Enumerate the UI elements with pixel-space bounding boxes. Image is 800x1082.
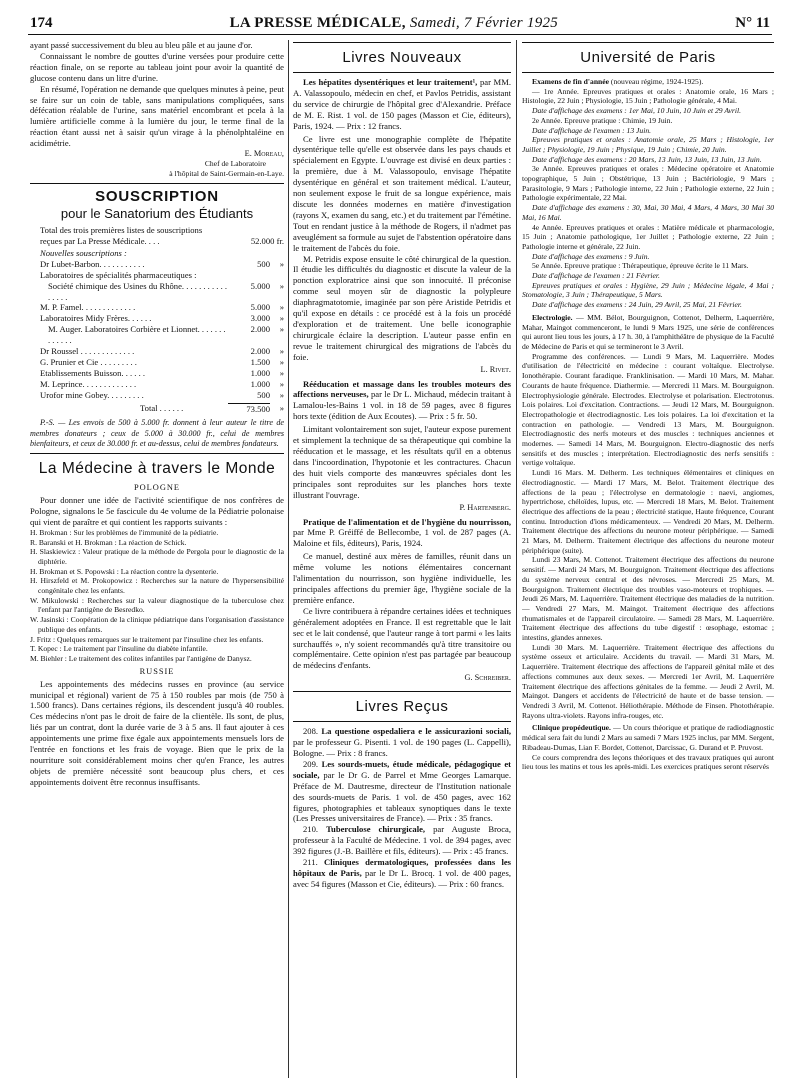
subscriptions-list (30, 259, 284, 401)
subscription-row (30, 368, 284, 379)
exam-item: Date d'affichage des examens : 9 Juin. (532, 251, 650, 261)
book-review-header (293, 379, 511, 423)
subscription-amount (228, 270, 270, 281)
review-text: Ce manuel, destiné aux mères de familles, réunit dans un même volume les notions élémentaires concernant l'alimentation du nourrisson, son hygiène individuelle, les principales affections du premier âge, l'hygiène sociale de la première enfance. (293, 551, 511, 605)
column-divider (516, 40, 517, 1078)
book-meta: par le Dr L. Michaud, médecin traitant à Lamalou-les-Bains 1 vol. in 18 de 59 pages, avec 8 figures hors texte (édition de Aux Ecoutes). — Prix : 5 fr. 50. (293, 389, 511, 422)
new-subscriptions-label: Nouvelles souscriptions : (40, 247, 127, 258)
exam-item: Date d'affichage des examens : 20 Mars, 13 Juin, 13 Juin, 13 Juin, 13 Juin. (532, 154, 762, 164)
column-divider (288, 40, 289, 1078)
report-item: W. Jasinski : Coopération de la clinique pédiatrique dans l'organisation d'assistance publique des enfants. (30, 615, 284, 634)
postscript: P.-S. — Les envois de 500 à 5.000 fr. donnent à leur auteur le titre de membres donateurs ; ceux de 5.000 à 30.000 fr., celui de membres bienfaiteurs, et ceux de 30.000 fr. et au-dessus, celui de membres fondateurs. (30, 418, 284, 448)
reviewer-signature: G. Schreiber. (464, 673, 511, 683)
total-previous-value: 52.000 fr. (250, 235, 284, 246)
author-affiliation: à l'hôpital de Saint-Germain-en-Laye. (169, 169, 284, 179)
exam-item: Date d'affichage de l'examen : 13 Juin. (532, 125, 652, 135)
report-item: J. Fritz : Quelques remarques sur le traitement par l'insuline chez les enfants. (30, 634, 264, 644)
subscriber-name: Etablissements Buisson. . . . . . (40, 367, 146, 378)
subscription-row (30, 324, 284, 346)
total-label: Total . . . . . . (140, 402, 184, 413)
monde-title: La Médecine à travers le Monde (38, 460, 276, 478)
column-middle (293, 40, 511, 1078)
book-number: 211. (303, 857, 318, 868)
header-rule (28, 34, 772, 35)
report-item: T. Kopec : Le traitement par l'insuline du diabète infantile. (30, 644, 208, 654)
exam-item: Date d'affichage des examens : 24 Juin, 29 Avril, 25 Mai, 21 Février. (532, 300, 742, 310)
book-review-header (293, 517, 511, 550)
subscription-row (30, 357, 284, 368)
book-number: 209. (303, 758, 319, 769)
exam-item: Date d'affichage des examens : 1er Mai, 10 Juin, 10 Juin et 29 Avril. (532, 106, 742, 116)
pologne-reports-list (30, 528, 284, 664)
electrologie-program: Lundi 16 Mars. M. Delherm. Les techniques élémentaires et cliniques en électrodiagnostic. — Mardi 17 Mars, M. Belot. Traitement électrique des affections de la peau ; l'électrolyse en dermatologie : naevi, angiomes, hypertrichose, chéloïdes, lupus, etc. — Mercredi 18 Mars, M. Belot. Traitement électrique des affections de la peau ; électricité statique, Haute fréquence, Courant continu. Introduction d'ions médicamenteux. — Vendredi 20 Mars, M. Delherm. Traitement électrique des affections du neurone moteur périphérique. — Samedi 21 Mars, M. Delherm. Traitement électrique des affections du neurone moteur périphérique (suite). (522, 468, 774, 555)
section-rule (293, 72, 511, 73)
subscription-amount: 5.000 (250, 280, 270, 291)
report-item: H. Brokman : Sur les problèmes de l'immunité de la pédiatrie. (30, 527, 219, 537)
exam-item: Date d'affichage des examens : 30, Mai, 30 Mai, 4 Mars, 4 Mars, 30 Mai 30 Mai, 16 Mai. (522, 203, 774, 222)
book-title: Tuberculose chirurgicale, (326, 824, 426, 835)
book-meta: par le Dr G. de Parrel et Mme Georges Lamarque. Préface de M. Dautresme, directeur de l'Institution nationale des sourds-muets de Paris. 1 vol. de 450 pages, avec 162 figures, photographies et tableaux synoptiques dans le texte (Les Presses universitaires de France). — Prix : 35 francs. (293, 769, 511, 824)
article-text: Les appointements des médecins russes en province (au service municipal et régional) varient de 75 à 150 roubles par mois (de 750 à 1.500 francs). Dans certaines régions, ils descendent jusqu'à 40 roubles. Ces médecins n'ont pas le droit de faire de la clientèle. Ils sont, de plus, liés par un contrat, dont la durée varie de 3 à 5 ans. Il faut ajouter à ces appointements une prime fixe égale aux appointements mensuels lors de l'entrée en fonctions et les frais de voyage. Bien que le prix de la nourriture soit considérablement moins cher qu'en France, les autres objets de première nécessité sont beaucoup plus chers, et ces appointements doivent être reconnus insuffisants. (30, 678, 284, 787)
subscription-row (30, 281, 284, 303)
souscription-title: SOUSCRIPTION (95, 188, 219, 206)
report-item: R. Baranski et H. Brokman : La réaction de Schick. (30, 537, 187, 547)
exam-item: 4e Année. Epreuves pratiques et orales : Matière médicale et pharmacologie, 15 Juin ; Anatomie pathologique, 1er Juillet ; Pathologie externe, 22 Juin ; Pathologie interne et générale, 22 Juin. (522, 222, 774, 251)
subscription-amount: 2.000 (250, 324, 270, 335)
book-title: Cliniques dermatologiques, professées dans les hôpitaux de Paris, (293, 857, 511, 878)
book-meta: par MM. A. Valassopoulo, médecin en chef, et Pavlos Petridis, assistant du service de chirurgie de l'hôpital grec d'Alexandrie. Préface de M. E. Rist. 1 vol. de 150 pages (Masson et Cie, éditeurs), Paris, 1924. — Prix : 12 francs. (293, 77, 511, 131)
subscription-unit: » (279, 356, 284, 367)
total-unit: » (279, 402, 284, 413)
book-review-header (293, 77, 511, 132)
received-book (293, 857, 511, 890)
subscription-unit: » (279, 367, 284, 378)
book-title: Rééducation et massage dans les troubles moteurs des affections nerveuses, (293, 378, 511, 400)
exam-item: Epreuves pratiques et orales : Anatomie orale, 25 Mars ; Histologie, 1er Juillet ; Physiologie, 19 Juin ; Physique, 19 Juin ; Chimie, 20 Juin. (522, 135, 774, 154)
subscription-row (30, 270, 284, 281)
subscription-unit (270, 270, 284, 281)
total-row (30, 403, 284, 415)
souscription-subtitle: pour le Sanatorium des Étudiants (60, 206, 254, 222)
author-signature: E. Moreau, (244, 149, 284, 159)
page-header (30, 6, 770, 32)
subscriber-name: Laboratoires Midy Frères. . . . . . (40, 313, 152, 324)
subscription-amount: 3.000 (250, 313, 270, 324)
section-rule (522, 72, 774, 73)
exam-item: 5e Année. Epreuve pratique : Thérapeutique, épreuve écrite le 11 Mars. (532, 261, 749, 271)
electrologie-notice (522, 313, 774, 352)
article-text: En résumé, l'opération ne demande que quelques minutes à peine, peut se faire sur un coin de table, sans manipulations compliquées, sans défécation réalable de l'urine, sans matériel encombrant et pcela à la lumière artificielle comme à la lumière du jour, le terme final de la réaction étant aussi net à saisir qu'un virage à la phénolphtaléine en acidimétrie. (30, 83, 284, 149)
subscription-amount: 1.000 (250, 378, 270, 389)
book-meta: par le Dr L. Brocq. 1 vol. de 400 pages, avec 54 figures (Masson et Cie, éditeurs). — Prix : 60 francs. (293, 868, 511, 889)
exam-item: 2e Année. Epreuve pratique : Chimie, 19 Juin. (532, 115, 673, 125)
reviewer-signature: P. Hartenberg. (459, 502, 511, 512)
livres-recus-title: Livres Reçus (355, 698, 449, 716)
electrologie-text: — MM. Bélot, Bourguignon, Cottenot, Delherm, Laquerrière, Mahar, Maingot commenceront, le lundi 9 Mars 1925, une série de conférences qui auront lieu tous les jours, à 17 h. 30, à l'amphithéâtre de physique de la Faculté de Médecine de Paris et qui se termineront le 3 Avril. (522, 312, 774, 351)
book-number: 208. (303, 726, 319, 737)
subscription-amount: 500 (257, 389, 270, 400)
exam-subtitle: (nouveau régime, 1924-1925). (610, 77, 704, 86)
report-item: M. Biehler : Le traitement des colites infantiles par l'antigène de Danysz. (30, 653, 252, 663)
subscription-unit: » (279, 302, 284, 313)
clinique-text: — Un cours théorique et pratique de radiodiagnostic médical sera fait du lundi 2 Mars au samedi 7 Mars 1925 inclus, par MM. Sergent, Ribadeau-Dumas, Lian F. Bordet, Cottenot, Darcissac, G. Durand et P. Pruvost. (522, 723, 774, 752)
section-rule (293, 691, 511, 692)
reviewer-signature: L. Rivet. (480, 364, 511, 374)
subscriber-name: Dr Roussel . . . . . . . . . . . . . (40, 346, 135, 357)
section-rule (293, 721, 511, 722)
subscription-unit: » (279, 280, 284, 291)
subscriber-name: M. P. Famel. . . . . . . . . . . . . (40, 302, 136, 313)
exam-heading (522, 77, 774, 87)
issue-number: N° 11 (735, 15, 770, 31)
exam-item: Epreuves pratiques et orales : Hygiène, 29 Juin ; Médecine légale, 4 Mai ; Stomatologie, 3 Juin ; Thérapeutique, 5 Mars. (522, 280, 774, 300)
book-meta: par le professeur G. Pisenti. 1 vol. de 190 pages (L. Cappelli), Bologne. — Prix : 8 francs. (293, 737, 511, 759)
subscriber-name: M. Auger. Laboratoires Corbière et Lionnet. . . . . . . . . . . . . (48, 324, 226, 346)
livres-nouveaux-title: Livres Nouveaux (342, 49, 462, 66)
report-item: H. Brokman et S. Popowski : La réaction contre la dysenterie. (30, 566, 219, 576)
total-value: 73.500 (228, 403, 270, 415)
exam-list (522, 87, 774, 310)
section-rule (522, 42, 774, 43)
subscription-row (30, 379, 284, 390)
subscription-amount: 2.000 (250, 346, 270, 357)
electrologie-program: Lundi 23 Mars, M. Cottenot. Traitement électrique des affections du neurone sensitif. — Mardi 24 Mars, M. Bourguignon. Traitement électrique des affections du système nerveux central et des névroses. — Mercredi 25 Mars, M. Bourguignon. Traitement électrique des troubles vaso-moteurs et trophiques. — Jeudi 26 Mars, M. Laquerrière. Traitement électrique des maladies de la nutrition. — Vendredi 27 Mars, M. Maingot. Traitement électrique des affections rhumatismales et de l'appareil circulatoire. — Samedi 28 Mars, M. Laquerrière. Traitement électrique des affections du tube digestif : œsophage, estomac ; intestins, glandes annexes. (522, 555, 774, 643)
subscriber-name: M. Leprince. . . . . . . . . . . . . (40, 378, 137, 389)
subscriber-name: Société chimique des Usines du Rhône. . . . . . . . . . . . . . . . (48, 280, 228, 302)
subscription-row (30, 302, 284, 313)
subscription-unit: » (279, 313, 284, 324)
subscription-row (30, 259, 284, 270)
masthead (230, 15, 558, 32)
exam-item: Date d'affichage de l'examen : 21 Février. (532, 271, 660, 281)
received-book (293, 759, 511, 824)
exam-item: 3e Année. Epreuves pratiques et orales : Médecine opératoire et Anatomie topographique, 5 Juin ; Obstétrique, 13 Juin ; Bactériologie, 9 Mars ; Parasitologie, 9 Mars ; Pathologie interne, 22 Juin ; Pathologie externe, 22 Juin ; Pathologie expérimentale, 22 Mai. (522, 164, 774, 203)
book-number: 210. (303, 824, 319, 835)
review-text: Ce livre est une monographie complète de l'hépatite dysentérique telle qu'elle est observée dans les pays chauds et spécialement en Egypte. L'ouvrage est divisé en deux parties : la première, due à M. Valassopoulo, envisage l'hépatite dysentérique en général et son traitement médical. L'auteur, non seulement expose le fruit de sa longue expérience, mais discute les données modernes en matière d'investigation (rayons X, examen du sang, etc.) et du traitement par l'émétine. Tout en rendant justice à la méthode de Rogers, il n'admet pas aveuglément sa formule au sujet de l'abstention opératoire dans le traitement de l'abcès du foie. (293, 133, 511, 253)
column-right (522, 40, 774, 1078)
report-item: H. Hirszfeld et M. Prokopowicz : Recherches sur la nature de l'hypersensibilité congénitale chez les enfants. (30, 576, 284, 596)
exam-title: Examens de fin d'année (532, 77, 610, 86)
subscription-row (30, 390, 284, 401)
subscriber-name: Dr Lubet-Barbon. . . . . . . . . . . (40, 258, 145, 269)
book-meta: par Auguste Broca, professeur à la Faculté de Médecine. 1 vol. de 394 pages, avec 392 figures (J.-B. Baillère et fils, éditeurs). — Prix : 45 francs. (293, 824, 511, 857)
page-number: 174 (30, 15, 53, 31)
clinique-text: Ce cours comprendra des leçons théoriques et des travaux pratiques qui auront lieu tous les matins et tous les après-midi. Les exercices pratiques seront réservés (522, 752, 774, 772)
subscription-unit: » (279, 378, 284, 389)
subscription-row (30, 313, 284, 324)
subscription-unit: » (279, 258, 284, 269)
review-text: M. Petridis expose ensuite le côté chirurgical de la question. Il étudie les difficultés du diagnostic et discute la valeur de la ponction exploratrice ainsi que son innocuité. Il préconise comme seul moyen sûr de diagnostic la polypleure diaphragmatotomie, imaginée par son père Aristide Petridis et qu'il expose en détails : ce procédé est à la fois un procédé d'exploration et de traitement. Une belle iconographie chirurgicale éclaire la description. L'auteur passe enfin en revue le traitement chirurgical des migrations de l'abcès du foie. (293, 253, 511, 362)
exam-item: — 1re Année. Epreuves pratiques et orales : Anatomie orale, 16 Mars ; Histologie, 22 Juin ; Physiologie, 15 Juin ; Pathologie générale, 4 Mai. (522, 86, 774, 106)
section-rule (30, 183, 284, 184)
subscription-unit: » (279, 346, 284, 357)
review-text: Ce livre contribuera à répandre certaines idées et techniques généralement adoptées en France. Il est regrettable que le lait sec et le lait condensé, que l'auteur range à tort parmi « les laits surchauffés », n'y soient recommandés qu'à titre transitoire ou complémentaire. Cette opinion n'est pas partagée par beaucoup de médecins d'enfants. (293, 605, 511, 671)
subscriber-name: Laboratoires de spécialités pharmaceutiques : (40, 269, 197, 280)
book-title: Les hépatites dysentériques et leur traitement¹, (303, 77, 478, 87)
book-title: Les sourds-muets, étude médicale, pédagogique et sociale, (293, 758, 511, 780)
subscription-unit: » (279, 324, 284, 335)
total-previous-row (30, 225, 284, 247)
total-previous-label: Total des trois premières listes de souscriptions reçues par La Presse Médicale. . . . (40, 225, 203, 246)
clinique-heading: Clinique propédeutique. (532, 723, 611, 733)
article-text: Pour donner une idée de l'activité scientifique de nos confrères de Pologne, signalons le 5e fascicule du 4e volume de la Pédiatrie polonaise qui vient de paraître et qui contient les rapports suivants : (30, 495, 284, 527)
article-text: Connaissant le nombre de gouttes d'urine versées pour produire cette réaction finale, on se reporte au tableau joint pour avoir la quantité de glucose contenu dans un litre d'urine. (30, 50, 284, 83)
received-book (293, 726, 511, 759)
russie-heading: RUSSIE (139, 666, 175, 676)
book-title: Pratique de l'alimentation et de l'hygiène du nourrisson, (303, 516, 511, 527)
report-item: H. Slaskiewicz : Valeur pratique de la méthode de Pergola pour le diagnostic de la diphtérie. (30, 547, 284, 566)
universite-title: Université de Paris (580, 49, 716, 66)
subscriber-name: G. Prunier et Cie . . . . . . . . . (40, 356, 137, 367)
electrologie-heading: Electrologie. (532, 312, 573, 322)
report-item: W. Mikulowski : Recherches sur la valeur diagnostique de la tuberculose chez l'enfant par l'antigène de Besredko. (30, 595, 284, 615)
subscription-amount: 5.000 (250, 302, 270, 313)
masthead-title: LA PRESSE MÉDICALE, (229, 15, 406, 31)
subscription-unit: » (279, 389, 284, 400)
section-rule (293, 42, 511, 43)
books-received-list (293, 726, 511, 890)
subscriber-name: Urofor mine Gobey. . . . . . . . . (40, 389, 144, 400)
subscription-amount: 500 (257, 258, 270, 269)
pologne-heading: POLOGNE (133, 483, 181, 493)
book-meta: par Mme P. Gréiffé de Bellecombe, 1 vol. de 287 pages (A. Maloine et fils, éditeurs), Paris, 1924. (293, 527, 511, 549)
section-rule (30, 453, 284, 454)
received-book (293, 824, 511, 857)
review-text: Limitant volontairement son sujet, l'auteur expose purement et simplement la technique de sa thérapeutique qui combine la rééducation et le massage, et les résultats qu'il en a obtenus dans l'incoordination, l'hypotonie et les contractures. Chacun des huit viels comporte des manœuvres spéciales dont les principales sont reproduites sur les planches hors texte illustrant l'ouvrage. (293, 424, 511, 500)
subscription-amount: 1.000 (250, 367, 270, 378)
book-title: La questione ospedaliera e le assicurazioni sociali, (321, 726, 511, 737)
article-text: ayant passé successivement du bleu au bleu pâle et au jaune d'or. (30, 40, 253, 50)
electrologie-program: Programme des conférences. — Lundi 9 Mars, M. Laquerrière. Modes d'utilisation de l'électricité en médecine : courant voltaïque. Electrolyse. Ionothérapie. Courant faradique. Franklinisation. — Mardi 10 Mars, M. Mahar. Courants de haute fréquence. Diathermie. — Mercredi 11 Mars. M. Bourguignon. Electrophysiologie générale. Electrodes. Electrolyse et polarisation. Electrotonus. Lois polaires. Loi d'excitation. Contractions. — Jeudi 12 Mars, M. Bourguignon. Electropathologie et électrodiagnostic. Les lois polaires. La loi d'excitation et la contraction en pathologie. — Vendredi 13 Mars, M. Bourguignon. Electrodiagnostic des nerfs moteurs et des muscles : techniques anciennes et modernes. — Samedi 14 Mars, M. Bourguignon. Electro-diagnostic des nerfs sensitifs et des muscles ; interprétation. Electrodiagnostic des nerfs sensitifs : vertige voltaïque. (522, 351, 774, 468)
issue-date: Samedi, 7 Février 1925 (409, 15, 559, 31)
clinique-notice (522, 723, 774, 752)
author-title: Chef de Laboratoire (204, 159, 266, 169)
column-left (30, 40, 284, 1078)
subscription-amount: 1.500 (250, 356, 270, 367)
electrologie-program: Lundi 30 Mars. M. Laquerrière. Traitement électrique des affections du système osseux et articulaire. Accidents du travail. — Mardi 31 Mars, M. Laquerrière. Traitement électrique des affections de l'appareil génital mâle et des affections communes aux deux sexes. — Mercredi 1er Avril, M. Laquerrière Traitement électrique des affections génitales de la femme. — Jeudi 2 Avril, M. Maingot. Dangers et accidents de l'électricité de haute et de basse tension. — Vendredi 3 Avril, M. Cottenot. Héliothérapie. Méthode de Finsen. Photothérapie. Rayons ultra-violets. Rayons infra-rouges, etc. (522, 642, 774, 720)
subscription-row (30, 346, 284, 357)
